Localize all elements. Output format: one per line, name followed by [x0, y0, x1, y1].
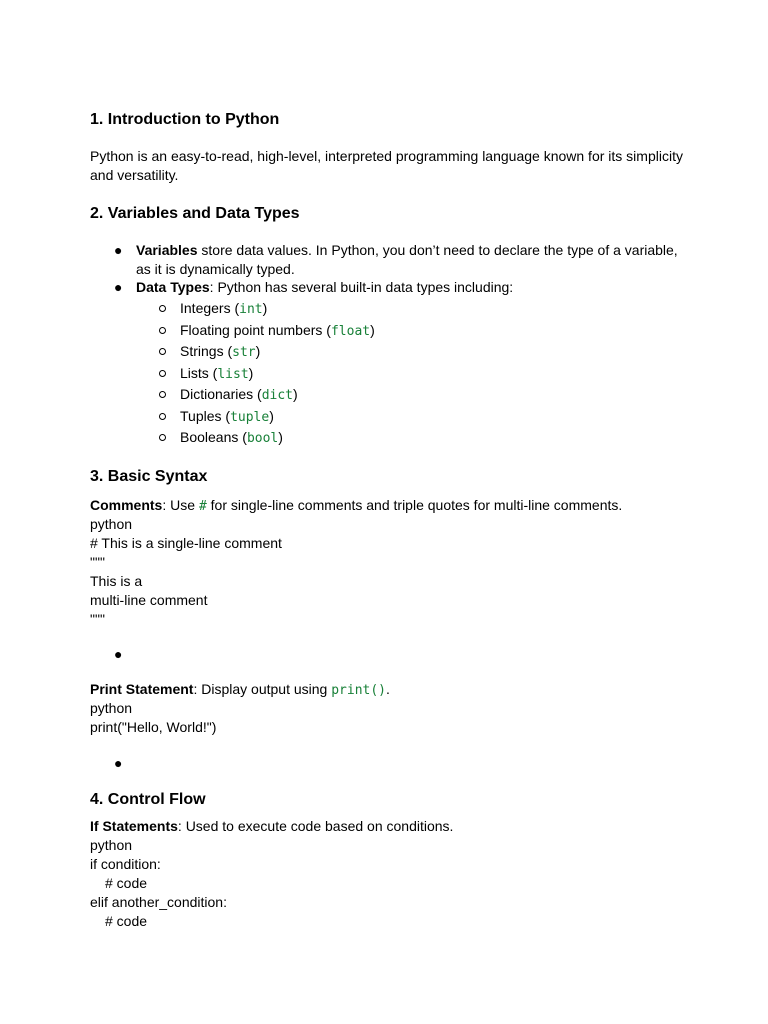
data-type-code: float [330, 323, 371, 339]
comments-code-line: multi-line comment [90, 592, 208, 608]
circle-bullet-icon [159, 348, 166, 355]
heading-basic-syntax: 3. Basic Syntax [90, 468, 208, 485]
datatypes-desc: : Python has several built-in data types including: [209, 279, 514, 295]
data-type-item: Integers (int) [180, 300, 268, 317]
comments-code: # [198, 499, 207, 514]
circle-bullet-icon [159, 305, 166, 312]
data-type-code: bool [246, 431, 279, 446]
circle-bullet-icon [159, 327, 166, 334]
data-type-code: dict [261, 388, 294, 403]
print-term: Print Statement [90, 681, 194, 697]
empty-bullet-icon: ● [114, 755, 123, 771]
data-type-code: list [217, 366, 249, 382]
comments-post: for single-line comments and triple quotes for multi-line comments. [206, 497, 623, 513]
if-lang: python [90, 837, 133, 853]
intro-paragraph-line2: and versatility. [90, 167, 179, 183]
comments-code-line: """ [90, 611, 105, 627]
variables-term: Variables [136, 242, 198, 258]
data-type-name: Floating point numbers [180, 321, 323, 338]
data-type-item: Booleans (bool) [180, 429, 283, 446]
comments-pre: : Use [162, 497, 199, 513]
data-type-name: Tuples [180, 407, 222, 424]
data-type-name: Strings [180, 343, 224, 359]
datatypes-item [136, 278, 513, 297]
variables-item-line1 [136, 241, 678, 260]
data-type-name: Dictionaries [180, 386, 254, 402]
circle-bullet-icon [159, 370, 166, 377]
data-type-code: tuple [230, 409, 270, 425]
if-code-line: elif another_condition: [90, 894, 227, 910]
data-type-item: Lists (list) [180, 364, 254, 382]
comments-lang: python [90, 516, 133, 532]
circle-bullet-icon [159, 391, 166, 398]
comments-term: Comments [90, 497, 163, 513]
heading-control-flow: 4. Control Flow [90, 791, 206, 808]
data-type-name: Integers [180, 300, 231, 316]
comments-code-line: """ [90, 554, 105, 570]
data-type-item: Strings (str) [180, 343, 261, 360]
data-type-item: Dictionaries (dict) [180, 386, 298, 403]
circle-bullet-icon [159, 413, 166, 420]
data-type-code: str [232, 345, 256, 360]
data-type-name: Booleans [180, 429, 239, 445]
bullet-icon: ● [114, 242, 123, 258]
if-term: If Statements [90, 818, 178, 834]
data-type-code: int [239, 302, 263, 317]
if-desc: : Used to execute code based on conditions. [177, 818, 454, 834]
bullet-icon: ● [114, 279, 123, 295]
print-post: . [386, 681, 390, 697]
intro-paragraph-line1: Python is an easy-to-read, high-level, interpreted programming language known for its simplicity [90, 148, 683, 164]
print-pre: : Display output using [193, 681, 332, 697]
if-code-line: # code [105, 875, 148, 891]
if-code-line: # code [105, 913, 148, 929]
comments-line [90, 496, 622, 516]
if-line [90, 817, 453, 836]
heading-introduction: 1. Introduction to Python [90, 111, 280, 128]
datatypes-term: Data Types [136, 279, 210, 295]
circle-bullet-icon [159, 434, 166, 441]
comments-code-line: # This is a single-line comment [90, 535, 282, 551]
comments-code-line: This is a [90, 573, 143, 589]
data-type-item: Tuples (tuple) [180, 407, 274, 425]
print-lang: python [90, 700, 133, 716]
print-code: print() [331, 683, 387, 698]
empty-bullet-icon: ● [114, 646, 123, 662]
variables-item-line2: as it is dynamically typed. [136, 261, 295, 277]
heading-variables: 2. Variables and Data Types [90, 205, 300, 222]
data-type-item: Floating point numbers (float) [180, 321, 375, 339]
print-code-line: print("Hello, World!") [90, 719, 217, 735]
if-code-line: if condition: [90, 856, 161, 872]
variables-desc: store data values. In Python, you don’t need to declare the type of a variable, [197, 242, 678, 258]
print-line [90, 680, 390, 700]
data-type-name: Lists [180, 364, 209, 381]
